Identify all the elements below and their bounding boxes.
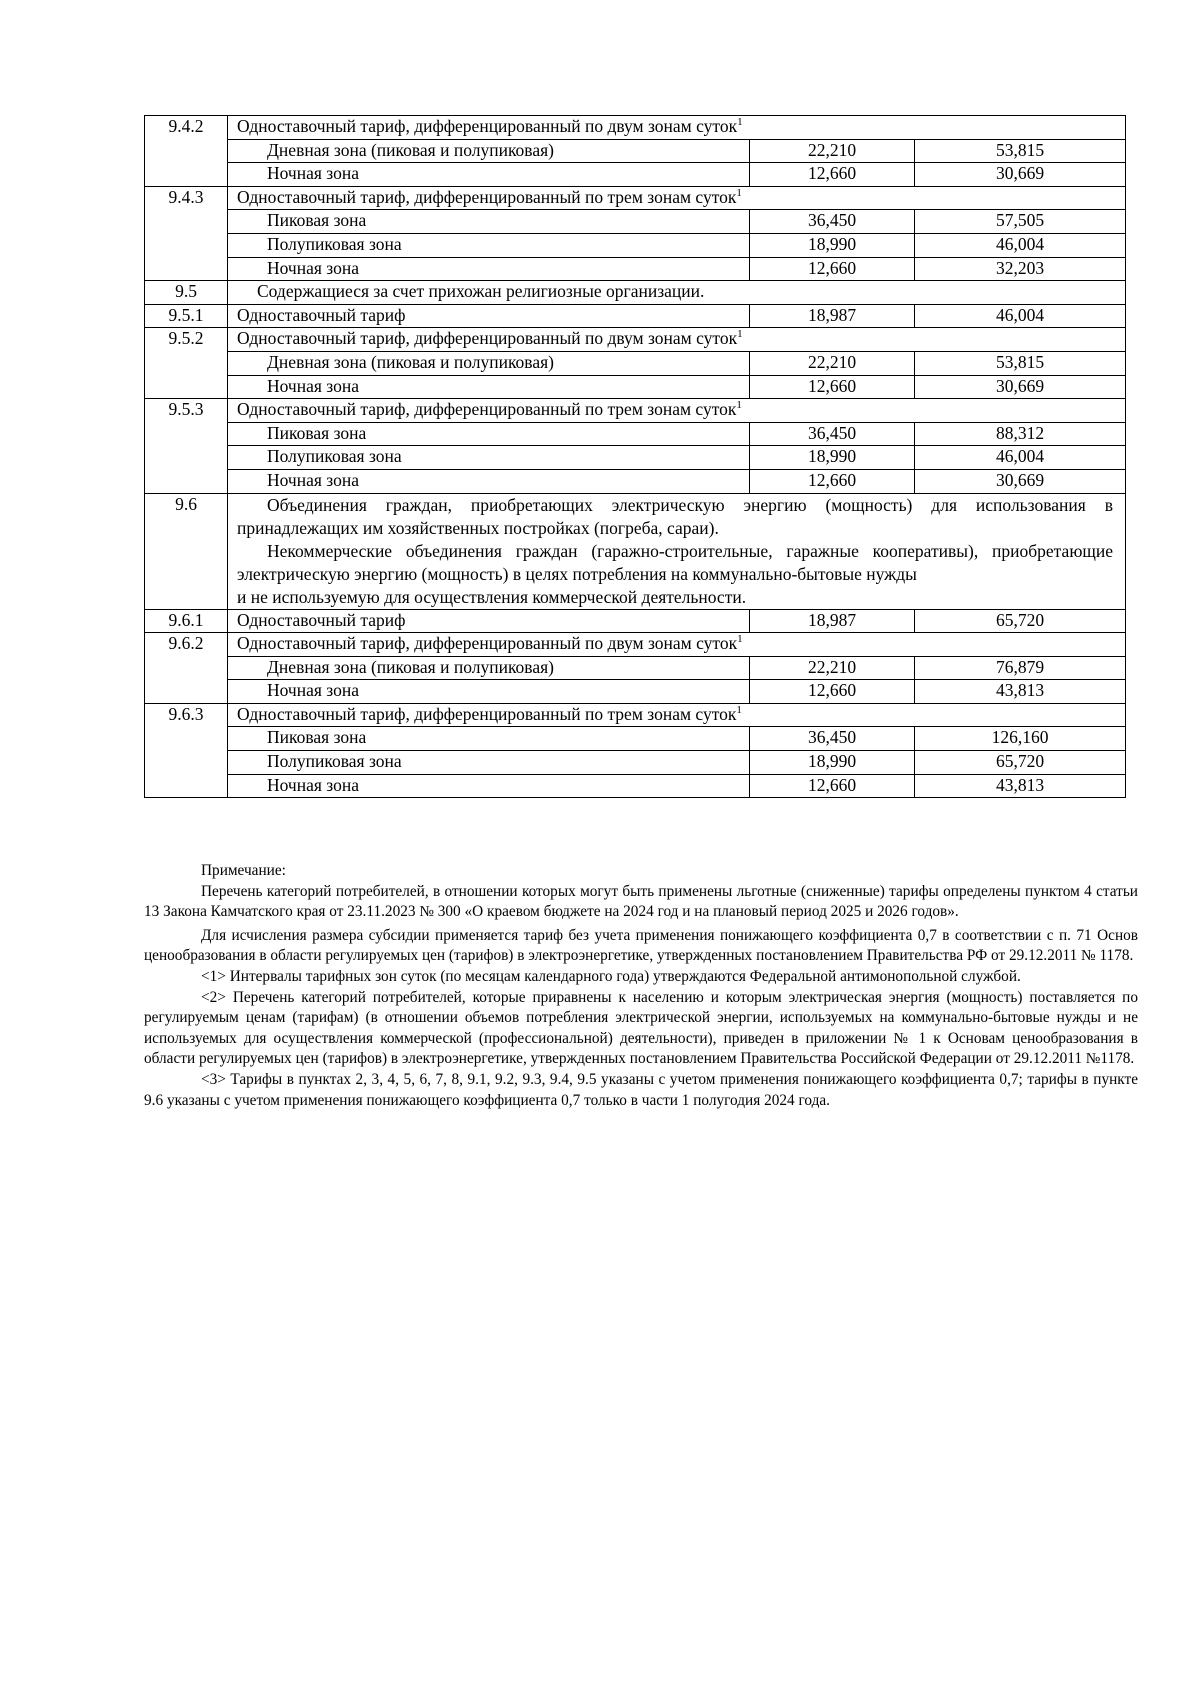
table-row	[145, 422, 1126, 446]
table-row	[145, 680, 1126, 704]
table-row	[145, 656, 1126, 680]
row-label: Одноставочный тариф	[228, 609, 750, 633]
zone-label: Ночная зона	[228, 469, 750, 493]
tariff-value: 36,450	[750, 727, 915, 751]
table-row	[145, 727, 1126, 751]
row-label	[228, 633, 1126, 657]
tariff-value: 18,987	[750, 304, 915, 328]
tariff-value: 36,450	[750, 422, 915, 446]
footnote-mark: 1	[737, 328, 743, 341]
zone-label: Пиковая зона	[228, 210, 750, 234]
tariff-value: 18,990	[750, 446, 915, 470]
tariff-value: 18,987	[750, 609, 915, 633]
table-row	[145, 139, 1126, 163]
table-row	[145, 399, 1126, 423]
tariff-value: 65,720	[915, 751, 1126, 775]
zone-label: Полупиковая зона	[228, 751, 750, 775]
row-number: 9.5	[145, 281, 228, 305]
table-row	[145, 469, 1126, 493]
row-label	[228, 328, 1126, 352]
tariff-value: 12,660	[750, 469, 915, 493]
table-row	[145, 633, 1126, 657]
table-row	[145, 233, 1126, 257]
tariff-value: 18,990	[750, 233, 915, 257]
footnote-mark: 1	[736, 704, 742, 717]
tariff-value: 126,160	[915, 727, 1126, 751]
row-label-text: Одноставочный тариф, дифференцированный по трем зонам суток	[237, 703, 737, 724]
footnote-mark: 1	[737, 633, 743, 646]
row-number: 9.4.3	[145, 186, 228, 280]
tariff-value: 76,879	[915, 656, 1126, 680]
table-row	[145, 163, 1126, 187]
table-row	[145, 493, 1126, 609]
table-row	[145, 446, 1126, 470]
note-paragraph: Для исчисления размера субсидии применяется тариф без учета применения понижающего коэффициента 0,7 в соответствии с п. 71 Основ ценообразования в области регулируемых цен (тарифов) в электроэнергетике, утвержденных постановлением Правительства РФ от 29.12.2011 № 1178.	[144, 926, 1138, 965]
zone-label: Пиковая зона	[228, 727, 750, 751]
table-row	[145, 304, 1126, 328]
description-paragraph: Объединения граждан, приобретающих электрическую энергию (мощность) для использования в принадлежащих им хозяйственных постройках (погреба, сараи).	[237, 494, 1113, 538]
row-number: 9.5.1	[145, 304, 228, 328]
tariff-value: 30,669	[915, 469, 1126, 493]
notes-section	[144, 861, 1138, 1111]
row-label: Одноставочный тариф	[228, 304, 750, 328]
note-paragraph: <2> Перечень категорий потребителей, которые приравнены к населению и которым электрическая энергия (мощность) поставляется по регулируемым ценам (тарифам) (в отношении объемов потребления электрической энергии, используемых на коммунально-бытовые нужды и не используемых для осуществления коммерческой (профессиональной) деятельности), приведен в приложении № 1 к Основам ценообразования в области регулируемых цен (тарифов) в электроэнергетике, утвержденных постановлением Правительства Российской Федерации от 29.12.2011 №1178.	[144, 988, 1138, 1068]
tariff-table	[144, 115, 1126, 798]
zone-label: Полупиковая зона	[228, 233, 750, 257]
tariff-value: 12,660	[750, 774, 915, 798]
row-label	[228, 186, 1126, 210]
table-row	[145, 751, 1126, 775]
category-description	[228, 493, 1126, 609]
tariff-table-body	[145, 116, 1126, 798]
footnote-mark: 1	[736, 186, 742, 199]
note-paragraph: <3> Тарифы в пунктах 2, 3, 4, 5, 6, 7, 8, 9.1, 9.2, 9.3, 9.4, 9.5 указаны с учетом применения понижающего коэффициента 0,7; тарифы в пункте 9.6 указаны с учетом применения понижающего коэффициента 0,7 только в части 1 полугодия 2024 года.	[144, 1070, 1138, 1109]
tariff-value: 12,660	[750, 163, 915, 187]
row-label-text: Одноставочный тариф, дифференцированный по двум зонам суток	[237, 116, 738, 136]
zone-label: Пиковая зона	[228, 422, 750, 446]
tariff-value: 53,815	[915, 139, 1126, 163]
row-number: 9.5.3	[145, 399, 228, 493]
footnote-mark: 1	[736, 399, 742, 412]
tariff-value: 65,720	[915, 609, 1126, 633]
zone-label: Дневная зона (пиковая и полупиковая)	[228, 351, 750, 375]
tariff-value: 22,210	[750, 139, 915, 163]
zone-label: Ночная зона	[228, 163, 750, 187]
tariff-value: 46,004	[915, 446, 1126, 470]
tariff-value: 30,669	[915, 375, 1126, 399]
tariff-value: 46,004	[915, 304, 1126, 328]
tariff-value: 32,203	[915, 257, 1126, 281]
table-row	[145, 703, 1126, 727]
row-label	[228, 399, 1126, 423]
row-label-text: Одноставочный тариф, дифференцированный по двум зонам суток	[237, 328, 738, 349]
row-number: 9.6.3	[145, 703, 228, 797]
table-row	[145, 116, 1126, 140]
tariff-value: 57,505	[915, 210, 1126, 234]
zone-label: Ночная зона	[228, 257, 750, 281]
row-label	[228, 116, 1126, 140]
zone-label: Ночная зона	[228, 375, 750, 399]
table-row	[145, 328, 1126, 352]
row-number: 9.6	[145, 493, 228, 609]
footnote-mark: 1	[737, 116, 743, 129]
zone-label: Ночная зона	[228, 680, 750, 704]
description-paragraph: и не используемую для осуществления коммерческой деятельности.	[237, 586, 747, 607]
row-number: 9.4.2	[145, 116, 228, 187]
row-number: 9.5.2	[145, 328, 228, 399]
table-row	[145, 210, 1126, 234]
tariff-value: 12,660	[750, 680, 915, 704]
row-number: 9.6.2	[145, 633, 228, 704]
description-paragraph: Некоммерческие объединения граждан (гаражно-строительные, гаражные кооперативы), приобретающие электрическую энергию (мощность) в целях потребления на коммунально-бытовые нужды	[237, 540, 1113, 584]
tariff-value: 46,004	[915, 233, 1126, 257]
row-label-text: Одноставочный тариф, дифференцированный по трем зонам суток	[237, 186, 737, 207]
tariff-value: 43,813	[915, 680, 1126, 704]
row-label-text: Одноставочный тариф, дифференцированный по двум зонам суток	[237, 633, 738, 654]
table-row	[145, 186, 1126, 210]
zone-label: Дневная зона (пиковая и полупиковая)	[228, 656, 750, 680]
tariff-value: 53,815	[915, 351, 1126, 375]
zone-label: Полупиковая зона	[228, 446, 750, 470]
tariff-value: 88,312	[915, 422, 1126, 446]
tariff-value: 36,450	[750, 210, 915, 234]
tariff-value: 22,210	[750, 351, 915, 375]
row-number: 9.6.1	[145, 609, 228, 633]
notes-title: Примечание:	[201, 862, 286, 879]
tariff-value: 30,669	[915, 163, 1126, 187]
tariff-value: 43,813	[915, 774, 1126, 798]
note-paragraph: Перечень категорий потребителей, в отношении которых могут быть применены льготные (сниженные) тарифы определены пунктом 4 статьи 13 Закона Камчатского края от 23.11.2023 № 300 «О краевом бюджете на 2024 год и на плановый период 2025 и 2026 годов».	[144, 882, 1138, 921]
tariff-value: 12,660	[750, 257, 915, 281]
table-row	[145, 375, 1126, 399]
tariff-value: 12,660	[750, 375, 915, 399]
tariff-value: 18,990	[750, 751, 915, 775]
row-label	[228, 703, 1126, 727]
table-row	[145, 609, 1126, 633]
table-row	[145, 257, 1126, 281]
row-label-text: Одноставочный тариф, дифференцированный по трем зонам суток	[237, 399, 737, 420]
table-row	[145, 351, 1126, 375]
category-label: Содержащиеся за счет прихожан религиозные организации.	[228, 281, 1126, 305]
note-paragraph: <1> Интервалы тарифных зон суток (по месяцам календарного года) утверждаются Федеральной антимонопольной службой.	[201, 967, 1021, 985]
table-row	[145, 774, 1126, 798]
table-row	[145, 281, 1126, 305]
tariff-value: 22,210	[750, 656, 915, 680]
zone-label: Дневная зона (пиковая и полупиковая)	[228, 139, 750, 163]
zone-label: Ночная зона	[228, 774, 750, 798]
